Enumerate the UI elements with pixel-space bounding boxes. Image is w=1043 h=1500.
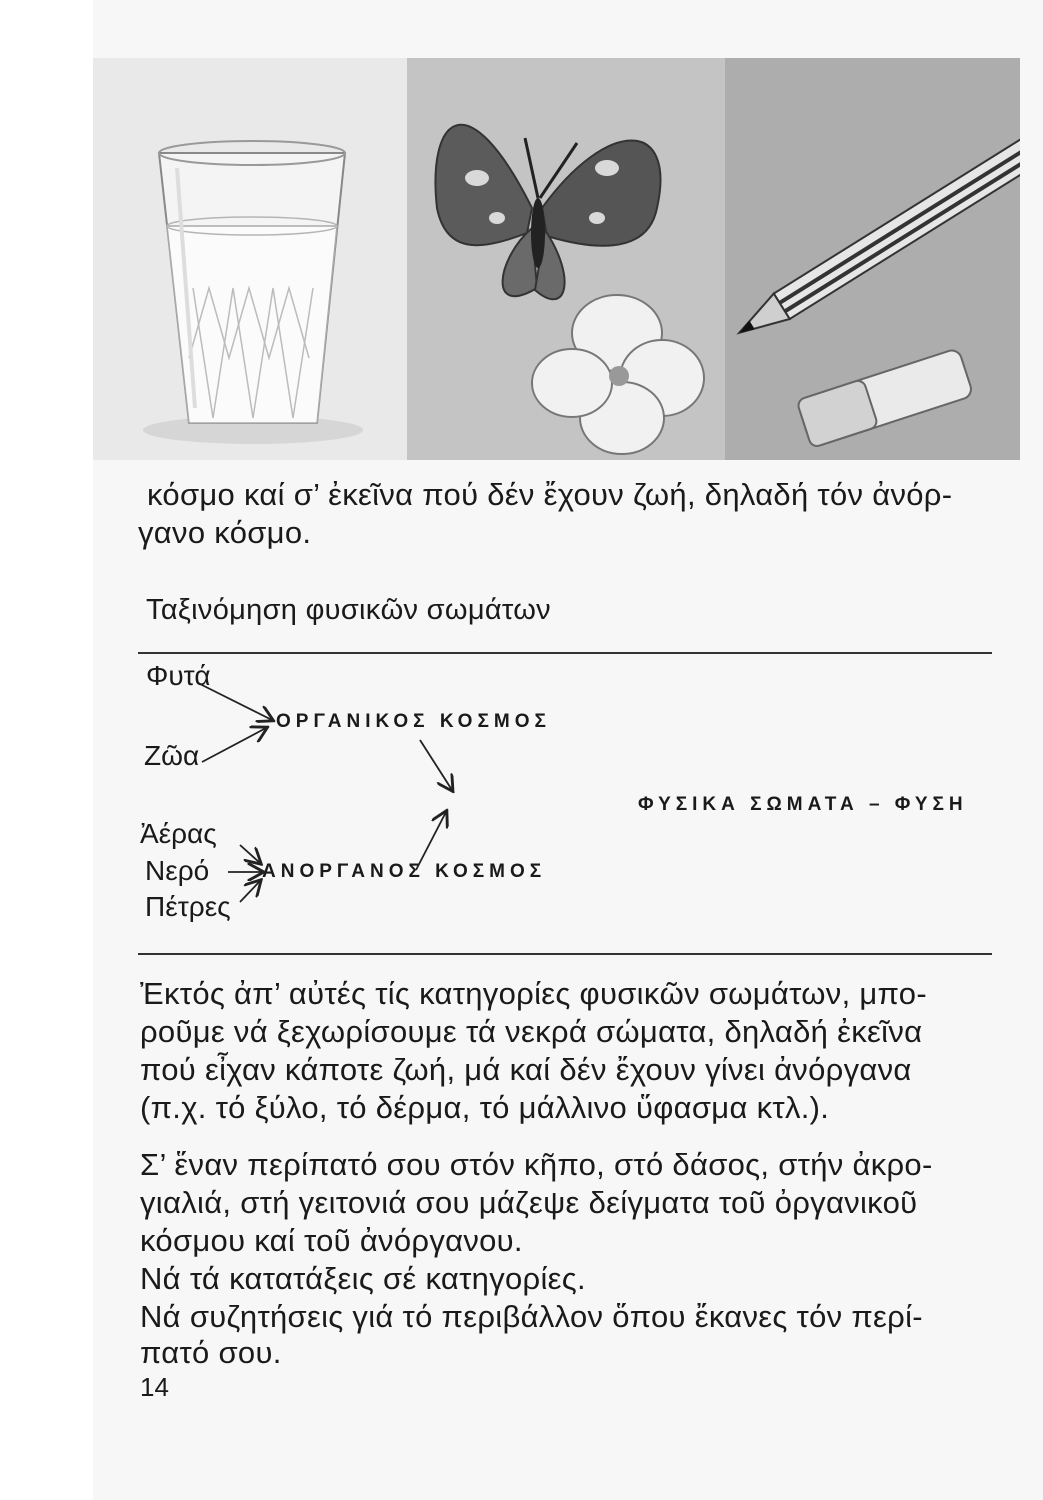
paragraph1-line-3: πού εἶχαν κάποτε ζωή, μά καί δέν ἔχουν γίνει ἀνόργανα [140, 1052, 912, 1087]
paragraph2-line-4: Νά τά κατατάξεις σέ κατηγορίες. [140, 1261, 586, 1296]
item-stones: Πέτρες [145, 891, 231, 922]
intro-line-2: γανο κόσμο. [138, 515, 312, 550]
item-water: Νερό [145, 855, 210, 886]
paragraph2-line-6: πατό σου. [140, 1335, 282, 1370]
top-divider [138, 652, 992, 654]
glass-of-water-illustration [93, 58, 407, 460]
page-number: 14 [140, 1372, 169, 1402]
bottom-divider [138, 953, 992, 955]
arrow-animals-to-organic [202, 728, 266, 762]
paragraph1-line-4: (π.χ. τό ξύλο, τό δέρμα, τό μάλλινο ὕφασμα κτλ.). [140, 1090, 830, 1125]
paragraph2-line-3: κόσμου καί τοῦ ἀνόργανου. [140, 1223, 523, 1258]
diagram-arrows [180, 670, 660, 920]
arrow-inorganic-to-natural [416, 812, 446, 870]
butterfly-and-flower-illustration [407, 58, 725, 460]
paragraph1-line-2: ροῦμε νά ξεχωρίσουμε τά νεκρά σώματα, δηλαδή ἐκεῖνα [140, 1014, 923, 1049]
paragraph2-line-1: Σ’ ἕναν περίπατό σου στόν κῆπο, στό δάσος, στήν ἀκρο- [140, 1147, 933, 1182]
illustration-strip [93, 58, 1020, 460]
item-animals: Ζῶα [144, 740, 200, 771]
organic-world-label: ΟΡΓΑΝΙΚΟΣ ΚΟΣΜΟΣ [276, 711, 551, 732]
natural-bodies-label: ΦΥΣΙΚΑ ΣΩΜΑΤΑ – ΦΥΣΗ [638, 794, 968, 815]
intro-line-1: κόσμο καί σ’ ἐκεῖνα πού δέν ἔχουν ζωή, δηλαδή τόν ἀνόρ- [147, 477, 953, 512]
inorganic-world-label: ΑΝΟΡΓΑΝΟΣ ΚΟΣΜΟΣ [262, 861, 547, 882]
paragraph2-line-5: Νά συζητήσεις γιά τό περιβάλλον ὅπου ἔκανες τόν περί- [140, 1299, 923, 1334]
arrow-air-to-inorganic [240, 845, 260, 863]
arrow-plants-to-organic [200, 684, 272, 720]
paragraph2-line-2: γιαλιά, στή γειτονιά σου μάζεψε δείγματα τοῦ ὀργανικοῦ [140, 1185, 918, 1220]
item-plants: Φυτά [146, 660, 211, 691]
arrow-organic-to-natural [420, 740, 452, 790]
pencil-photo [725, 58, 1020, 460]
glass-photo [93, 58, 407, 460]
paragraph1-line-1: Ἐκτός ἀπ’ αὐτές τίς κατηγορίες φυσικῶν σωμάτων, μπο- [140, 976, 927, 1011]
butterfly-photo [407, 58, 725, 460]
section-heading: Ταξινόμηση φυσικῶν σωμάτων [146, 594, 551, 626]
arrow-stones-to-inorganic [240, 881, 260, 902]
item-air: Ἀέρας [140, 818, 217, 849]
pencil-and-eraser-illustration [725, 58, 1020, 460]
